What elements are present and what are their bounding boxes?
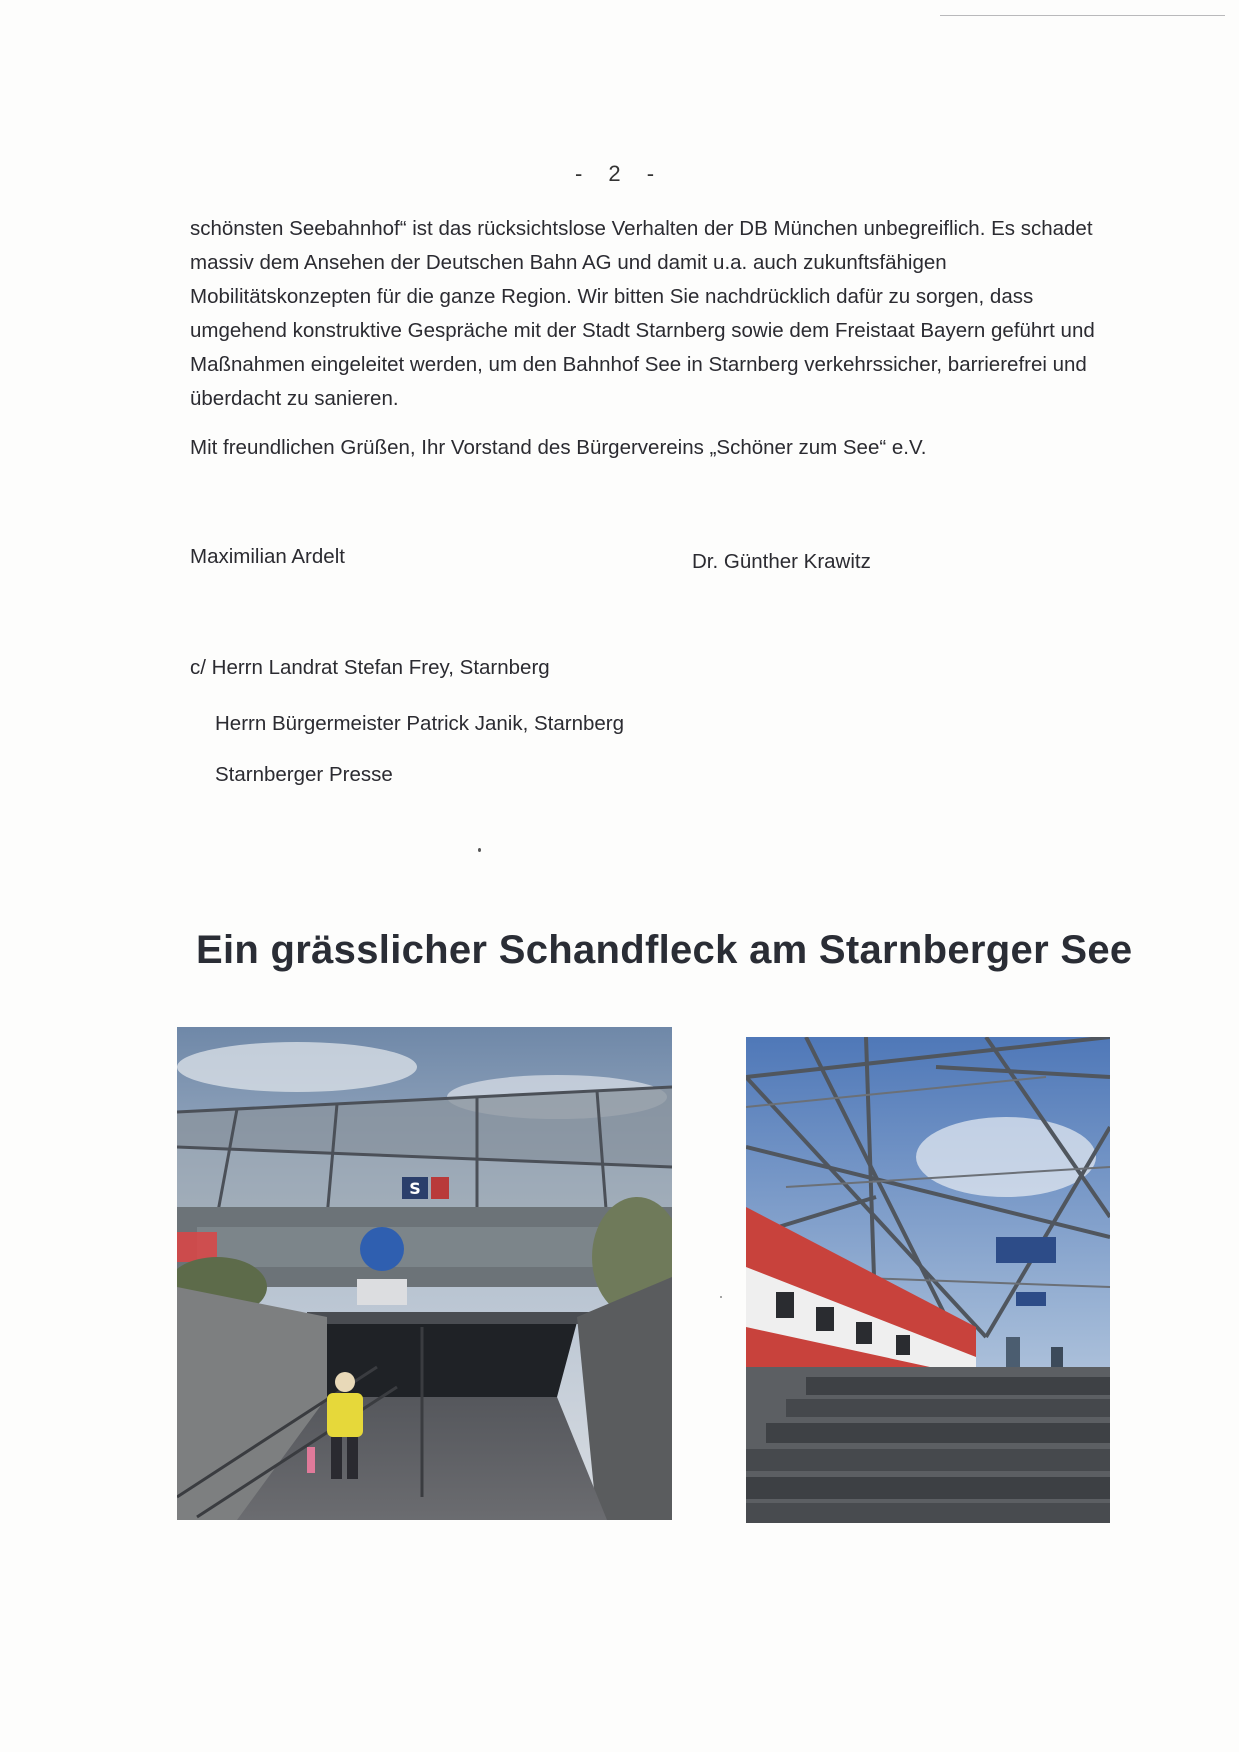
cc-recipient-2: Herrn Bürgermeister Patrick Janik, Starnberg [215, 712, 625, 735]
cc-recipient-1: c/ Herrn Landrat Stefan Frey, Starnberg [190, 656, 550, 679]
page-number: - 2 - [574, 161, 665, 186]
scan-edge-line [940, 15, 1225, 16]
signatory-1: Maximilian Ardelt [190, 545, 345, 568]
headline: Ein grässlicher Schandfleck am Starnberger See [196, 928, 1133, 972]
scan-speck [720, 1296, 722, 1298]
s-bahn-sign: S [409, 1179, 421, 1198]
cc-recipient-3: Starnberger Presse [215, 763, 393, 786]
letter-closing: Mit freundlichen Grüßen, Ihr Vorstand des Bürgervereins „Schöner zum See“ e.V. [190, 436, 927, 459]
signatory-2: Dr. Günther Krawitz [692, 550, 871, 573]
photo-station-entrance [177, 1027, 672, 1520]
letter-body: schönsten Seebahnhof“ ist das rücksichtslose Verhalten der DB München unbegreiflich. Es schadet massiv dem Ansehen der Deutschen Bahn AG und damit u.a. auch zukunftsfähigen Mobilitätskonzepten für die ganze Region. Wir bitten Sie nachdrücklich dafür zu sorgen, dass umgehend konstruktive Gespräche mit der Stadt Starnberg sowie dem Freistaat Bayern geführt und Maßnahmen eingeleitet werden, um den Bahnhof See in Starnberg verkehrssicher, barrierefrei und überdacht zu sanieren. [190, 217, 1095, 410]
scan-speck [478, 848, 481, 852]
photo-platform-stairs [746, 1037, 1110, 1523]
